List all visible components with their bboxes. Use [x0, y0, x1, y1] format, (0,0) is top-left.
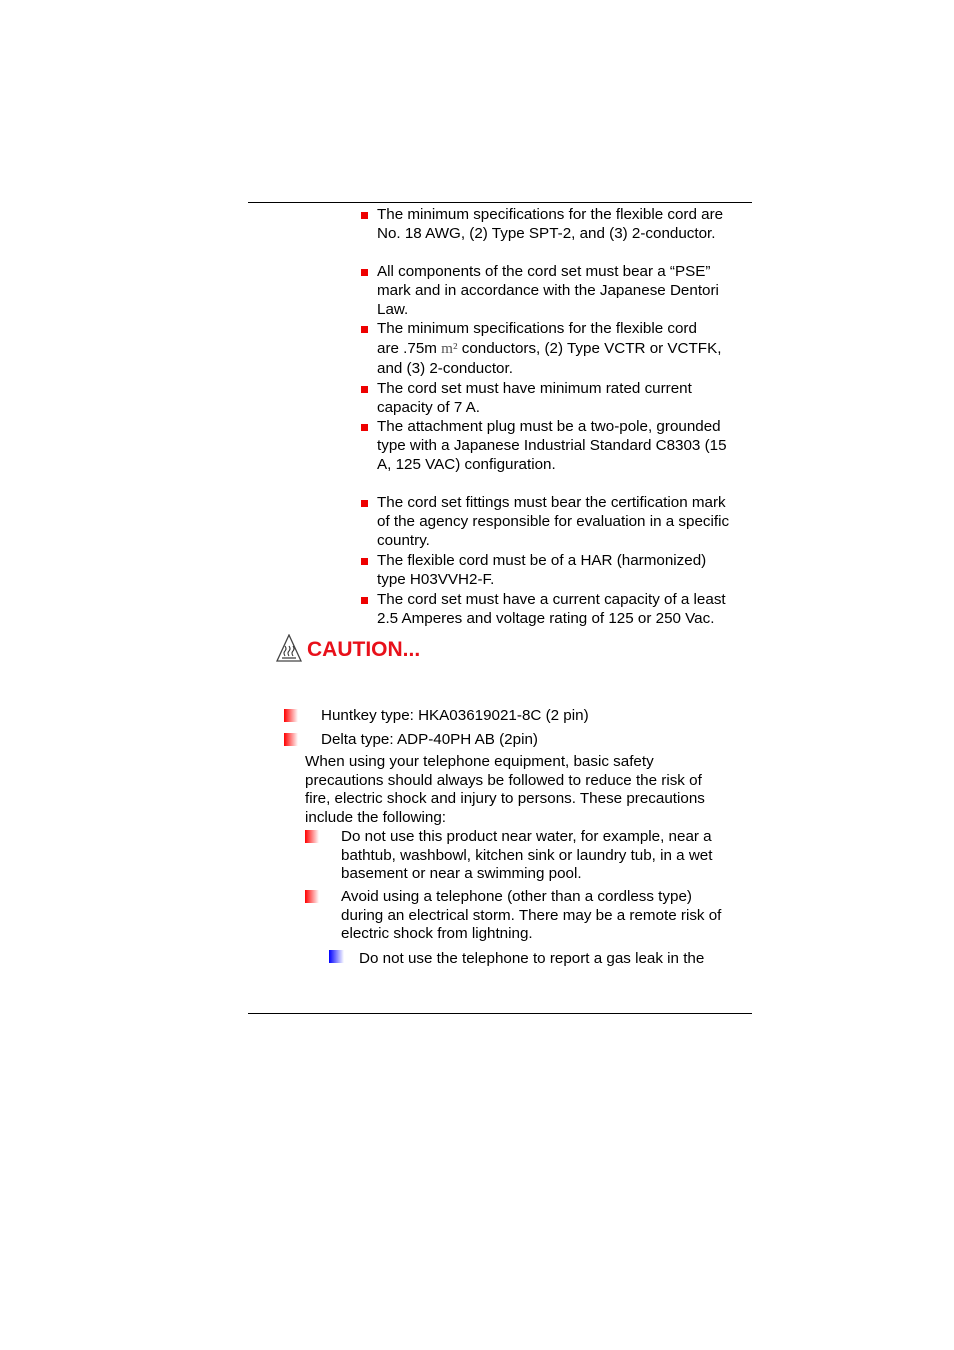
gradient-bullet-icon	[305, 830, 319, 843]
text-line: country.	[377, 532, 430, 549]
text-line: The cord set must have minimum rated current	[377, 380, 692, 397]
text-line: Do not use this product near water, for example, near a	[341, 828, 712, 845]
text-line: and (3) 2-conductor.	[377, 360, 513, 377]
text-line: Huntkey type: HKA03619021-8C (2 pin)	[321, 707, 589, 724]
text-line: The cord set fittings must bear the certification mark	[377, 494, 726, 511]
safety-item	[305, 828, 712, 884]
text-line: include the following:	[305, 808, 446, 826]
cord-item	[361, 551, 706, 589]
bullet-icon	[361, 597, 368, 604]
text-line: basement or near a swimming pool.	[341, 865, 582, 882]
cord-item	[361, 205, 723, 243]
text-line: precautions should always be followed to reduce the risk of	[305, 771, 702, 789]
safety-intro	[305, 753, 705, 827]
text-line: Delta type: ADP-40PH AB (2pin)	[321, 731, 538, 748]
text-line: The flexible cord must be of a HAR (harmonized)	[377, 552, 707, 569]
bullet-icon	[361, 558, 368, 565]
text-line: type H03VVH2-F.	[377, 571, 495, 588]
text-line: When using your telephone equipment, basic safety	[305, 753, 654, 770]
text-line: Law.	[377, 301, 409, 318]
bottom-rule	[248, 1013, 752, 1014]
text: are .75m	[377, 340, 442, 357]
adapter-item	[284, 730, 538, 749]
adapter-item	[284, 706, 589, 725]
text-line: of the agency responsible for evaluation in a specific	[377, 513, 730, 530]
text-line: The minimum specifications for the flexible cord are	[377, 206, 724, 223]
text-line: The minimum specifications for the flexible cord	[377, 320, 697, 337]
top-rule	[248, 202, 752, 203]
text-line: Do not use the telephone to report a gas leak in the	[359, 950, 705, 967]
bullet-icon	[361, 386, 368, 393]
cord-item	[361, 417, 727, 474]
caution-heading: CAUTION...	[307, 638, 421, 661]
gradient-bullet-icon	[284, 733, 298, 746]
text-line: No. 18 AWG, (2) Type SPT-2, and (3) 2-conductor.	[377, 225, 716, 242]
cord-item	[361, 493, 729, 550]
text-line: capacity of 7 A.	[377, 399, 480, 416]
gradient-bullet-icon	[305, 890, 319, 903]
text-line: The cord set must have a current capacity of a least	[377, 591, 726, 608]
cord-item	[361, 379, 692, 417]
text-line	[377, 338, 721, 359]
text: conductors, (2) Type VCTR or VCTFK,	[457, 340, 722, 357]
cord-item	[361, 262, 719, 319]
hot-surface-warning-icon	[276, 634, 302, 662]
gradient-bullet-icon	[284, 709, 298, 722]
text-line: 2.5 Amperes and voltage rating of 125 or 250 Vac.	[377, 610, 715, 627]
unit-symbol: m²	[441, 340, 458, 357]
text-line: mark and in accordance with the Japanese Dentori	[377, 282, 719, 299]
text-line: The attachment plug must be a two-pole, grounded	[377, 418, 721, 435]
safety-item	[305, 888, 721, 944]
blue-gradient-bullet-icon	[329, 950, 344, 963]
text-line: electric shock from lightning.	[341, 925, 533, 942]
bullet-icon	[361, 500, 368, 507]
bullet-icon	[361, 424, 368, 431]
gas-item	[329, 949, 704, 968]
text-line: All components of the cord set must bear a “PSE”	[377, 263, 711, 280]
text-line: type with a Japanese Industrial Standard C8303 (15	[377, 437, 727, 454]
text-line: A, 125 VAC) configuration.	[377, 456, 556, 473]
cord-item	[361, 319, 721, 378]
text-line: fire, electric shock and injury to persons. These precautions	[305, 790, 705, 807]
text-line: Avoid using a telephone (other than a cordless type)	[341, 888, 692, 905]
bullet-icon	[361, 326, 368, 333]
text-line: during an electrical storm. There may be a remote risk of	[341, 906, 722, 924]
cord-item	[361, 590, 726, 628]
bullet-icon	[361, 212, 368, 219]
text-line: bathtub, washbowl, kitchen sink or laundry tub, in a wet	[341, 846, 713, 864]
bullet-icon	[361, 269, 368, 276]
